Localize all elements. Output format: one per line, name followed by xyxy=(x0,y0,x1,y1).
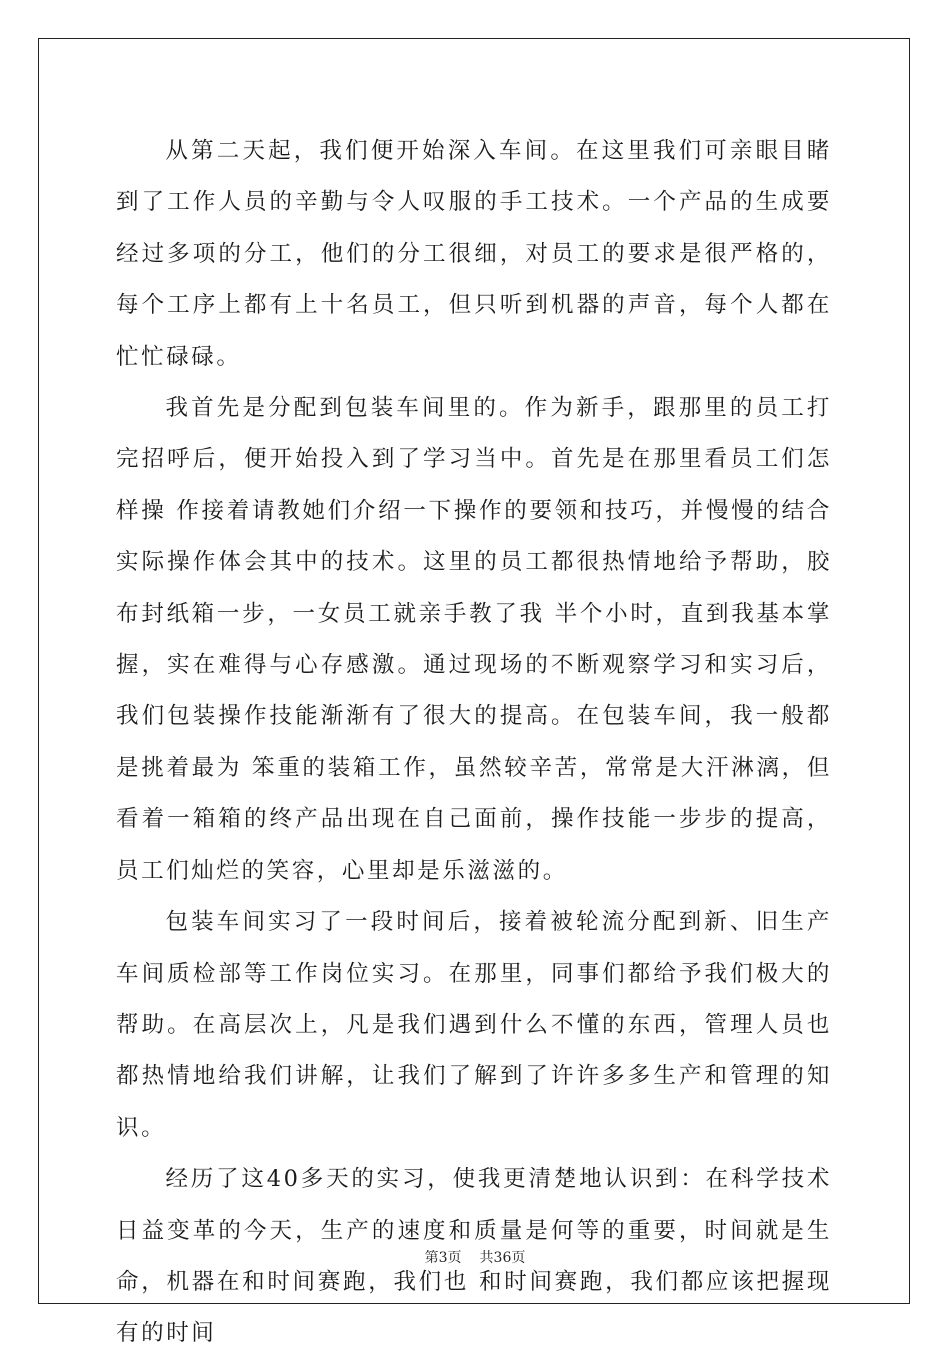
document-body xyxy=(116,126,832,1360)
paragraph: 经历了这40多天的实习，使我更清楚地认识到：在科学技术日益变革的今天，生产的速度和质量是何等的重要，时间就是生命，机器在和时间赛跑，我们也 和时间赛跑，我们都应该把握现有的时间 xyxy=(116,1166,832,1347)
paragraph: 从第二天起，我们便开始深入车间。在这里我们可亲眼目睹到了工作人员的辛勤与令人叹服的手工技术。一个产品的生成要经过多项的分工，他们的分工很细，对员工的要求是很严格的，每个工序上都有上十名员工，但只听到机器的声音，每个人都在忙忙碌碌。 xyxy=(116,138,832,370)
total-pages: 共36页 xyxy=(479,1250,526,1266)
page-footer xyxy=(0,1247,950,1267)
paragraph: 包装车间实习了一段时间后，接着被轮流分配到新、旧生产车间质检部等工作岗位实习。在那里，同事们都给予我们极大的帮助。在高层次上，凡是我们遇到什么不懂的东西，管理人员也都热情地给我们讲解，让我们了解到了许许多多生产和管理的知识。 xyxy=(116,909,832,1141)
paragraph: 我首先是分配到包装车间里的。作为新手，跟那里的员工打完招呼后，便开始投入到了学习当中。首先是在那里看员工们怎样操 作接着请教她们介绍一下操作的要领和技巧，并慢慢的结合实际操作体会其中的技术。这里的员工都很热情地给予帮助，胶布封纸箱一步，一女员工就亲手教了我 半个小时，直到我基本掌握，实在难得与心存感激。通过现场的不断观察学习和实习后，我们包装操作技能渐渐有了很大的提高。在包装车间，我一般都是挑着最为 笨重的装箱工作，虽然较辛苦，常常是大汗淋漓，但看着一箱箱的终产品出现在自己面前，操作技能一步步的提高，员工们灿烂的笑容，心里却是乐滋滋的。 xyxy=(116,395,832,884)
page-number: 第3页 xyxy=(424,1250,462,1266)
